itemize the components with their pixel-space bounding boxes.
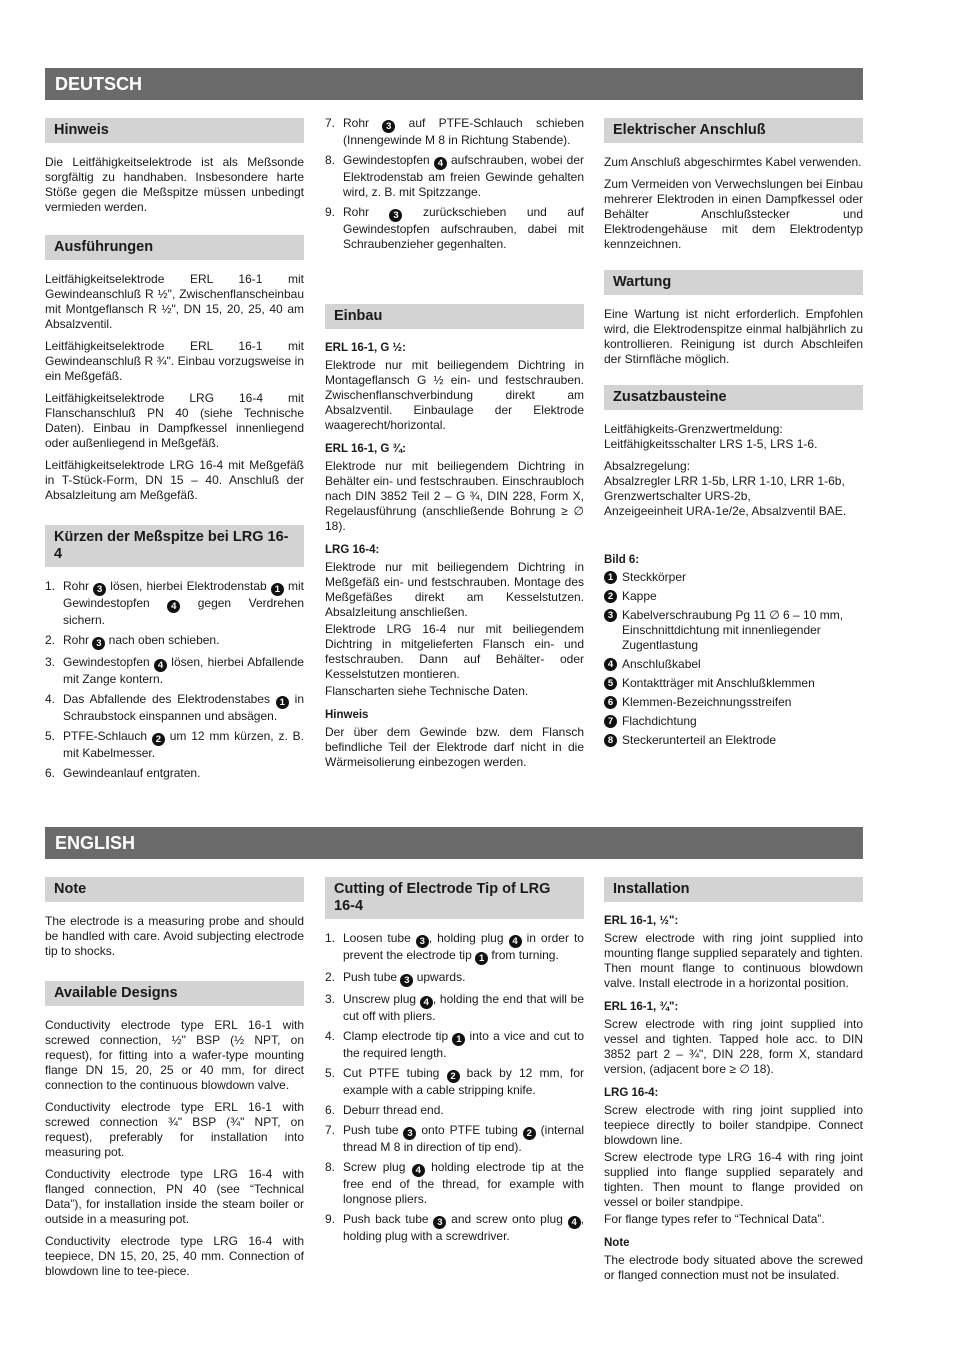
step-number: 7.: [325, 1123, 336, 1137]
block-text: Screw electrode type LRG 16-4 with ring joint supplied into flange supplied separately and tighten. Then mount to flange provided on vessel or boiler standpipe.: [604, 1150, 863, 1209]
step-item: [45, 655, 304, 687]
step-item: [45, 692, 304, 724]
step-text: Gewindestopfen: [63, 655, 155, 669]
step-text: zurückschieben und auf Gewindestopfen aufschrauben, dabei mit Schraubenzieher gegenhalten.: [343, 205, 584, 251]
step-text: Clamp electrode tip: [343, 1029, 453, 1043]
zusatz-group-1: [604, 422, 863, 452]
legend-number-marker: 8: [604, 734, 617, 747]
reference-number-marker: 4: [154, 659, 167, 672]
de-column-3: [604, 118, 863, 752]
reference-number-marker: 4: [434, 157, 447, 170]
step-text: auf PTFE-Schlauch schieben (Innengewinde M 8 in Richtung Stabende).: [343, 116, 585, 147]
step-text: Push tube: [343, 970, 401, 984]
reference-number-marker: 2: [152, 733, 165, 746]
step-number: 4.: [325, 1029, 336, 1043]
block-text: For flange types refer to “Technical Data”.: [604, 1212, 825, 1226]
step-text: Push back tube: [343, 1212, 434, 1226]
heading-installation: Installation: [604, 877, 863, 902]
ausfuehrungen-para: Leitfähigkeitselektrode ERL 16-1 mit Gewindeanschluß R ½", Zwischenflanscheinbau mit Montgeflansch R ½", DN 15, 20, 25, 40 am Absalzventil.: [45, 272, 304, 331]
step-item: [325, 153, 584, 200]
step-item: [45, 729, 304, 761]
designs-para: Conductivity electrode type LRG 16-4 with teepiece, DN 15, 20, 25, 40 mm. Connection of blowdown line to tee-piece.: [45, 1234, 304, 1278]
step-text: , holding the end that will be cut off with pliers.: [343, 992, 584, 1023]
step-number: 2.: [325, 970, 336, 984]
step-number: 8.: [325, 153, 336, 167]
kuerzen-steps-list: [45, 579, 304, 781]
step-number: 3.: [325, 992, 336, 1006]
installation-body: [604, 914, 863, 1283]
legend-text: Kappe: [622, 589, 657, 603]
de-column-1: [45, 118, 304, 786]
ausfuehrungen-para: Leitfähigkeitselektrode ERL 16-1 mit Gewindeanschluß R ¾". Einbau vorzugsweise in ein Meßgefäß.: [45, 339, 304, 383]
reference-number-marker: 4: [568, 1216, 581, 1229]
step-text: Rohr: [63, 633, 93, 647]
elektrisch-para: Zum Anschluß abgeschirmtes Kabel verwenden.: [604, 155, 862, 169]
step-number: 1.: [325, 931, 336, 945]
wartung-text: Eine Wartung ist nicht erforderlich. Empfohlen wird, die Elektrodenspitze einmal halbjährlich zu kontrollieren. Reinigung ist durch Abschleifen der Stirnfläche möglich.: [604, 307, 863, 366]
block-label: Hinweis: [325, 709, 369, 721]
step-number: 5.: [325, 1066, 336, 1080]
block-label: ERL 16-1, G ½:: [325, 342, 406, 354]
designs-para: Conductivity electrode type LRG 16-4 with flanged connection, PN 40 (see “Technical Data”), for installation inside the steam boiler or outside in a measuring pot.: [45, 1167, 304, 1226]
step-text: Gewindeanlauf entgraten.: [63, 766, 201, 780]
step-text: Rohr: [343, 116, 383, 130]
step-item: [325, 1160, 584, 1207]
reference-number-marker: 3: [389, 209, 402, 222]
step-item: [45, 633, 304, 650]
block-text: Screw electrode with ring joint supplied into teepiece directly to boiler standpipe. Connect blowdown line.: [604, 1103, 863, 1147]
reference-number-marker: 3: [416, 935, 429, 948]
step-number: 4.: [45, 692, 56, 706]
heading-hinweis: Hinweis: [45, 118, 304, 143]
step-text: lösen, hierbei Abfallende mit Zange kontern.: [63, 655, 304, 686]
heading-einbau: Einbau: [325, 304, 584, 329]
legend-item: [604, 608, 863, 653]
block-text: Elektrode nur mit beiliegendem Dichtring in Meßgefäß ein- und festschrauben. Montage des Meßgefäßes direkt am Kesselstutzen. Absalzleitung anschließen.: [325, 560, 584, 619]
step-item: [325, 1029, 584, 1061]
step-text: aufschrauben, wobei der Elektrodenstab am freien Gewinde gehalten wird, z. B. mit Spitzzange.: [343, 153, 584, 199]
designs-para: Conductivity electrode type ERL 16-1 with screwed connection, ½" BSP (½ NPT, on request), for fitting into a wafer-type mounting flange DN 15, 20, 25 or 40 mm, for direct connection to the continuous blowdown valve.: [45, 1018, 304, 1092]
heading-note: Note: [45, 877, 304, 902]
heading-cutting: Cutting of Electrode Tip of LRG 16-4: [325, 877, 584, 919]
step-item: [45, 766, 304, 781]
legend-item: [604, 570, 863, 585]
step-text: from turning.: [488, 948, 559, 962]
reference-number-marker: 3: [93, 583, 106, 596]
step-item: [325, 1103, 584, 1118]
step-text: Cut PTFE tubing: [343, 1066, 447, 1080]
zusatz-line: Leitfähigkeitsschalter LRS 1-5, LRS 1-6.: [604, 437, 818, 451]
reference-number-marker: 1: [276, 696, 289, 709]
reference-number-marker: 1: [475, 952, 488, 965]
block-label: Note: [604, 1237, 630, 1249]
step-text: , holding plug with a screwdriver.: [343, 1212, 584, 1243]
hinweis-text: Die Leitfähigkeitselektrode ist als Meßsonde sorgfältig zu handhaben. Insbesondere harte Stöße gegen die Meßspitze müssen unbedingt vermieden werden.: [45, 155, 304, 214]
reference-number-marker: 4: [420, 996, 433, 1009]
ausfuehrungen-para: Leitfähigkeitselektrode LRG 16-4 mit Meßgefäß in T-Stück-Form, DN 15 – 40. Anschluß der Absalzleitung am Meßgefäß.: [45, 458, 304, 502]
legend-text: Steckerunterteil an Elektrode: [622, 733, 777, 747]
zusatz-group-2: [604, 459, 863, 519]
cutting-steps-list: [325, 931, 584, 1244]
reference-number-marker: 1: [452, 1033, 465, 1046]
step-text: Gewindestopfen: [343, 153, 434, 167]
legend-text: Anschlußkabel: [622, 657, 701, 671]
step-text: back by 12 mm, for example with a cable stripping knife.: [343, 1066, 584, 1097]
reference-number-marker: 4: [509, 935, 522, 948]
step-number: 9.: [325, 205, 336, 219]
bild-title: Bild 6:: [604, 554, 640, 566]
step-text: Rohr: [343, 205, 390, 219]
step-text: Rohr: [63, 579, 94, 593]
heading-elektrischer-anschluss: Elektrischer Anschluß: [604, 118, 863, 143]
zusatz-line: Absalzregler LRR 1-5b, LRR 1-10, LRR 1-6b,: [604, 474, 845, 488]
legend-number-marker: 2: [604, 590, 617, 603]
legend-number-marker: 1: [604, 571, 617, 584]
legend-text: Flachdichtung: [622, 714, 697, 728]
designs-para: Conductivity electrode type ERL 16-1 with screwed connection ¾" BSP (¾" NPT, on request), preferably for installation into measuring pot.: [45, 1100, 304, 1159]
einbau-body: [325, 341, 584, 770]
block-text: The electrode body situated above the screwed or flanged connection must not be insulated.: [604, 1253, 863, 1282]
step-number: 3.: [45, 655, 56, 669]
section-banner-deutsch: DEUTSCH: [45, 68, 863, 100]
de-column-2: [325, 116, 584, 772]
step-number: 7.: [325, 116, 336, 130]
block-label: ERL 16-1, ½":: [604, 915, 679, 927]
heading-ausfuehrungen: Ausführungen: [45, 235, 304, 260]
step-text: mit Gewindestopfen: [63, 579, 304, 610]
step-number: 2.: [45, 633, 56, 647]
step-text: into a vice and cut to the required length.: [343, 1029, 584, 1060]
legend-number-marker: 3: [604, 609, 617, 622]
step-text: Loosen tube: [343, 931, 416, 945]
legend-item: [604, 589, 863, 604]
heading-zusatzbausteine: Zusatzbausteine: [604, 385, 863, 410]
zusatz-line: Anzeigeeinheit URA-1e/2e, Absalzventil BAE.: [604, 504, 847, 518]
block-text: Screw electrode with ring joint supplied into mounting flange supplied separately and tighten. Then mount flange to continuous blowdown valve. Install electrode in a horizontal position.: [604, 931, 863, 990]
block-text: Elektrode nur mit beiliegendem Dichtring in Montageflansch G ½ ein- und festschrauben. Zwischenflanschverbindung direkt am Absalzventil. Einbaulage der Elektrode waagerecht/horizontal.: [325, 358, 584, 432]
legend-text: Steckkörper: [622, 570, 687, 584]
legend-number-marker: 5: [604, 677, 617, 690]
block-text: Flanscharten siehe Technische Daten.: [325, 684, 529, 698]
heading-wartung: Wartung: [604, 270, 863, 295]
bild-legend: [604, 570, 863, 748]
step-text: um 12 mm kürzen, z. B. mit Kabelmesser.: [63, 729, 304, 760]
step-text: gegen Verdrehen sichern.: [63, 596, 304, 627]
legend-item: [604, 714, 863, 729]
legend-item: [604, 733, 863, 748]
legend-text: Kabelverschraubung Pg 11 ∅ 6 – 10 mm, Einschnittdichtung mit innenliegender Zugentlastung: [622, 608, 844, 652]
block-label: ERL 16-1, ¾":: [604, 1001, 679, 1013]
step-text: upwards.: [413, 970, 466, 984]
step-item: [325, 205, 584, 252]
step-text: lösen, hierbei Elektrodenstab: [106, 579, 271, 593]
step-item: [325, 116, 584, 148]
step-text: nach oben schieben.: [105, 633, 220, 647]
step-text: Deburr thread end.: [343, 1103, 444, 1117]
legend-number-marker: 7: [604, 715, 617, 728]
kuerzen-steps-list-continued: [325, 116, 584, 252]
step-text: Push tube: [343, 1123, 404, 1137]
elektrisch-para: Zum Vermeiden von Verwechslungen bei Einbau mehrerer Elektroden in einen Dampfkessel oder Behälter Anschlußstecker und Elektrodengehäuse mit dem Elektrodentyp kennzeichnen.: [604, 177, 863, 251]
en-column-1: [45, 877, 304, 1286]
step-number: 5.: [45, 729, 56, 743]
step-item: [325, 992, 584, 1024]
reference-number-marker: 3: [403, 1127, 416, 1140]
reference-number-marker: 3: [433, 1216, 446, 1229]
block-label: LRG 16-4:: [604, 1087, 659, 1099]
en-column-3: [604, 877, 863, 1285]
en-column-2: [325, 877, 584, 1249]
step-item: [325, 931, 584, 965]
step-number: 6.: [45, 766, 56, 780]
block-text: Elektrode nur mit beiliegendem Dichtring in Behälter ein- und festschrauben. Einschraubloch nach DIN 3852 Teil 2 – G ¾, DIN 228, Form X, Regelausführung (anschließende Bohrung ≥ ∅ 18).: [325, 459, 584, 533]
step-item: [325, 1123, 584, 1155]
reference-number-marker: 4: [167, 600, 180, 613]
step-text: Das Abfallende des Elektrodenstabes: [63, 692, 276, 706]
step-text: in Schraubstock einspannen und absägen.: [63, 692, 304, 723]
step-text: Screw plug: [343, 1160, 412, 1174]
zusatz-line: Absalzregelung:: [604, 459, 691, 473]
legend-number-marker: 4: [604, 658, 617, 671]
step-item: [325, 1066, 584, 1098]
reference-number-marker: 2: [447, 1070, 460, 1083]
reference-number-marker: 3: [400, 974, 413, 987]
heading-kuerzen: Kürzen der Meßspitze bei LRG 16-4: [45, 525, 304, 567]
step-text: holding electrode tip at the free end of the thread, for example with longnose pliers.: [343, 1160, 584, 1206]
zusatz-line: Leitfähigkeits-Grenzwertmeldung:: [604, 422, 783, 436]
ausfuehrungen-para: Leitfähigkeitselektrode LRG 16-4 mit Flanschanschluß PN 40 (siehe Technische Daten). Einbau in Dampfkessel innenliegend oder außenliegend in Meßgefäß.: [45, 391, 304, 450]
step-number: 1.: [45, 579, 56, 593]
reference-number-marker: 1: [271, 583, 284, 596]
reference-number-marker: 2: [523, 1127, 536, 1140]
step-text: and screw onto plug: [446, 1212, 568, 1226]
reference-number-marker: 4: [412, 1164, 425, 1177]
note-text: The electrode is a measuring probe and should be handled with care. Avoid subjecting electrode tip to shocks.: [45, 914, 304, 958]
step-text: , holding plug: [428, 931, 509, 945]
step-number: 6.: [325, 1103, 336, 1117]
heading-available-designs: Available Designs: [45, 981, 304, 1006]
step-number: 8.: [325, 1160, 336, 1174]
zusatz-line: Grenzwertschalter URS-2b,: [604, 489, 751, 503]
reference-number-marker: 3: [382, 120, 395, 133]
reference-number-marker: 3: [92, 637, 105, 650]
legend-item: [604, 657, 863, 672]
step-item: [325, 970, 584, 987]
step-text: onto PTFE tubing: [416, 1123, 523, 1137]
block-text: Elektrode LRG 16-4 nur mit beiliegendem Dichtring in mitgelieferten Flansch ein- und festschrauben. Dann auf Behälter- oder Kesselstutzen montieren.: [325, 622, 584, 681]
step-number: 9.: [325, 1212, 336, 1226]
block-text: Screw electrode with ring joint supplied into vessel and tighten. Tapped hole acc. to DIN 3852 part 2 – ¾", DIN 228, form X, standard version, (adjacent bore ≥ ∅ 18).: [604, 1017, 863, 1076]
step-item: [325, 1212, 584, 1244]
step-text: PTFE-Schlauch: [63, 729, 152, 743]
legend-text: Klemmen-Bezeichnungsstreifen: [622, 695, 792, 709]
legend-text: Kontaktträger mit Anschlußklemmen: [622, 676, 815, 690]
legend-number-marker: 6: [604, 696, 617, 709]
section-banner-english: ENGLISH: [45, 827, 863, 859]
step-item: [45, 579, 304, 628]
legend-item: [604, 676, 863, 691]
step-text: (internal thread M 8 in direction of tip end).: [343, 1123, 585, 1154]
block-label: LRG 16-4:: [325, 544, 380, 556]
step-text: Unscrew plug: [343, 992, 420, 1006]
step-text: in order to prevent the electrode tip: [343, 931, 584, 962]
block-label: ERL 16-1, G ¾:: [325, 443, 406, 455]
legend-item: [604, 695, 863, 710]
block-text: Der über dem Gewinde bzw. dem Flansch befindliche Teil der Elektrode darf nicht in die Wärmeisolierung einbezogen werden.: [325, 725, 584, 769]
